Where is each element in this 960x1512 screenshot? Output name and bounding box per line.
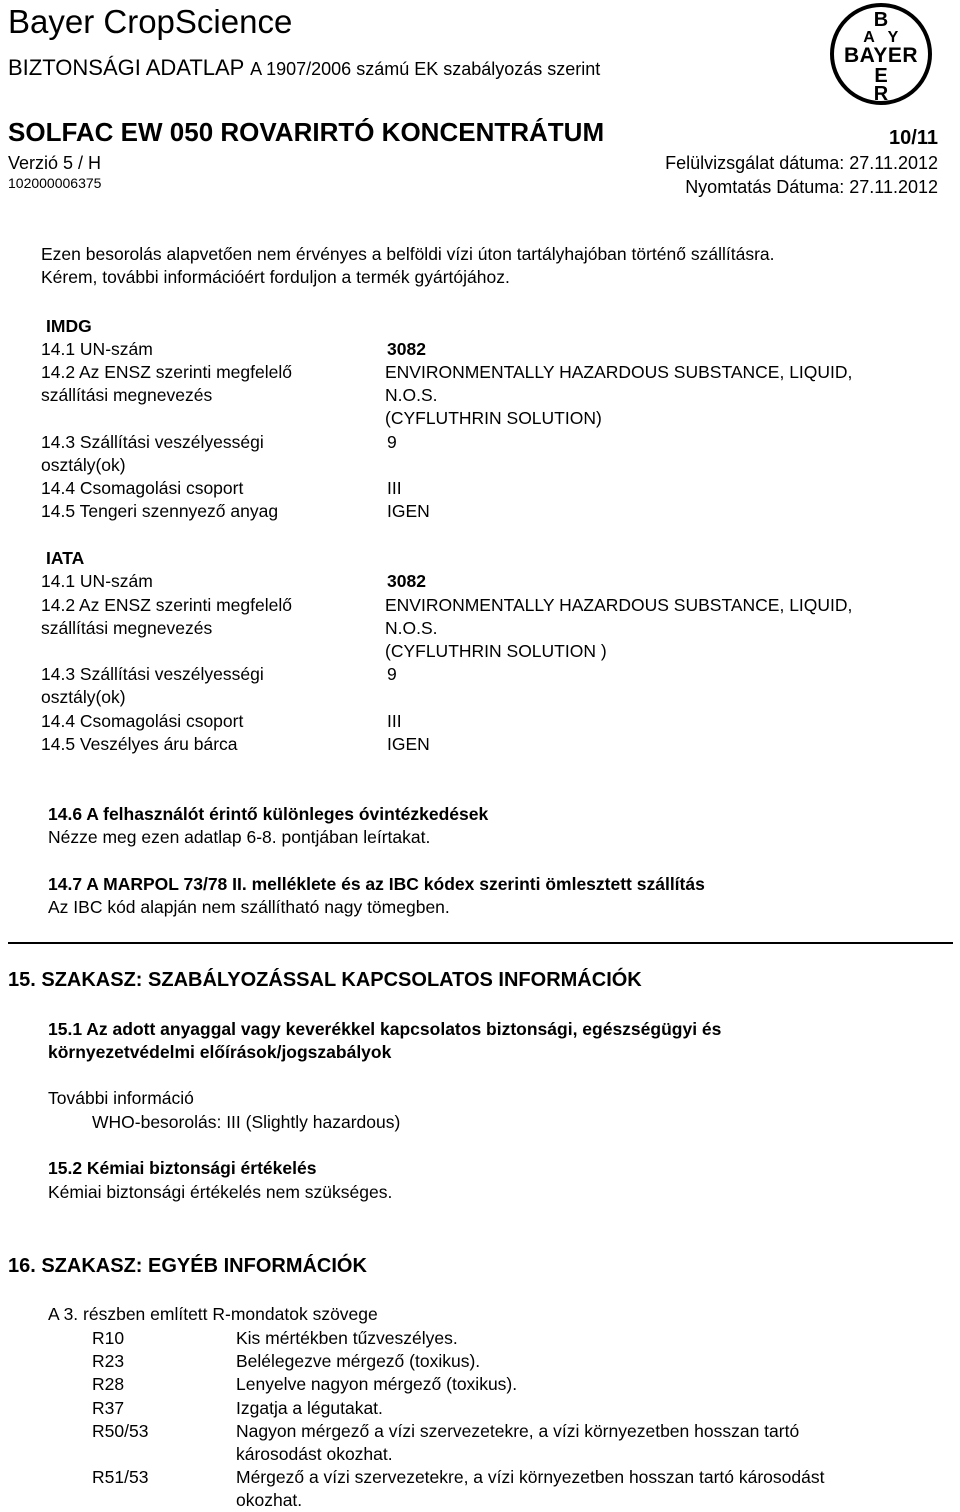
r-phrase-code: R51/53	[92, 1467, 149, 1487]
r-phrase-code: R50/53	[92, 1421, 149, 1441]
imdg-class-label-2: osztály(ok)	[41, 455, 126, 475]
document-type-label: BIZTONSÁGI ADATLAP	[8, 55, 244, 80]
imdg-un-label: 14.1 UN-szám	[41, 339, 153, 359]
imdg-title: IMDG	[46, 316, 92, 336]
iata-name-label-2: szállítási megnevezés	[41, 618, 213, 638]
print-date: Nyomtatás Dátuma: 27.11.2012	[685, 177, 938, 197]
r-phrase-code: R23	[92, 1351, 125, 1371]
r-phrase-text-continued: okozhat.	[236, 1490, 303, 1510]
imdg-marine-label: 14.5 Tengeri szennyező anyag	[41, 501, 279, 521]
imdg-name-label-1: 14.2 Az ENSZ szerinti megfelelő	[41, 362, 292, 382]
section-14-7-title: 14.7 A MARPOL 73/78 II. melléklete és az IBC kódex szerinti ömlesztett szállítás	[48, 874, 705, 894]
iata-title: IATA	[46, 548, 85, 568]
further-info-label: További információ	[48, 1088, 194, 1108]
imdg-class-label-1: 14.3 Szállítási veszélyességi	[41, 432, 264, 452]
iata-un-value: 3082	[387, 571, 426, 591]
imdg-pack-value: III	[387, 478, 402, 498]
r-phrase-code: R28	[92, 1374, 125, 1394]
page-number: 10/11	[889, 127, 938, 149]
section-15-1-title-2: környezetvédelmi előírások/jogszabályok	[48, 1042, 392, 1062]
product-name: SOLFAC EW 050 ROVARIRTÓ KONCENTRÁTUM	[8, 117, 605, 147]
iata-class-label-1: 14.3 Szállítási veszélyességi	[41, 664, 264, 684]
section-15-1-title-1: 15.1 Az adott anyaggal vagy keverékkel kapcsolatos biztonsági, egészségügyi és	[48, 1019, 722, 1039]
logo-letter-r: R	[873, 83, 889, 105]
iata-un-label: 14.1 UN-szám	[41, 571, 153, 591]
logo-letter-b: B	[873, 9, 889, 31]
r-phrase-text: Belélegezve mérgező (toxikus).	[236, 1351, 481, 1371]
section-14-6-title: 14.6 A felhasználót érintő különleges óvintézkedések	[48, 804, 489, 824]
intro-line-1: Ezen besorolás alapvetően nem érvényes a belföldi vízi úton tartályhajóban történő szállításra.	[41, 244, 775, 264]
iata-name-value-1: ENVIRONMENTALLY HAZARDOUS SUBSTANCE, LIQUID,	[385, 595, 853, 615]
logo-word-bayer: BAYER	[843, 44, 919, 67]
imdg-name-value-3: (CYFLUTHRIN SOLUTION)	[385, 408, 602, 428]
imdg-un-value: 3082	[387, 339, 426, 359]
r-phrase-code: R10	[92, 1328, 125, 1348]
iata-hazard-label-label: 14.5 Veszélyes áru bárca	[41, 734, 238, 754]
regulation-text: A 1907/2006 számú EK szabályozás szerint	[250, 59, 601, 79]
section-15-2-text: Kémiai biztonsági értékelés nem szükséges.	[48, 1182, 393, 1202]
r-phrase-text: Mérgező a vízi szervezetekre, a vízi környezetben hosszan tartó károsodást	[236, 1467, 825, 1487]
iata-hazard-label-value: IGEN	[387, 734, 430, 754]
imdg-marine-value: IGEN	[387, 501, 430, 521]
section-15-2-title: 15.2 Kémiai biztonsági értékelés	[48, 1158, 317, 1178]
svg-text:A: A	[863, 29, 875, 46]
bayer-cross-logo	[829, 2, 933, 106]
company-name: Bayer CropScience	[8, 3, 293, 40]
iata-name-value-3: (CYFLUTHRIN SOLUTION )	[385, 641, 607, 661]
iata-pack-label: 14.4 Csomagolási csoport	[41, 711, 244, 731]
r-phrase-text: Izgatja a légutakat.	[236, 1398, 383, 1418]
intro-line-2: Kérem, további információért forduljon a termék gyártójához.	[41, 267, 510, 287]
section-14-7-text: Az IBC kód alapján nem szállítható nagy tömegben.	[48, 897, 450, 917]
section-divider	[8, 942, 953, 944]
imdg-class-value: 9	[387, 432, 397, 452]
iata-pack-value: III	[387, 711, 402, 731]
imdg-name-value-2: N.O.S.	[385, 385, 438, 405]
version: Verzió 5 / H	[8, 153, 102, 173]
imdg-name-value-1: ENVIRONMENTALLY HAZARDOUS SUBSTANCE, LIQUID,	[385, 362, 853, 382]
r-phrase-text: Nagyon mérgező a vízi szervezetekre, a vízi környezetben hosszan tartó	[236, 1421, 800, 1441]
logo-letter-e: E	[874, 65, 888, 87]
iata-name-label-1: 14.2 Az ENSZ szerinti megfelelő	[41, 595, 292, 615]
section-16-title: 16. SZAKASZ: EGYÉB INFORMÁCIÓK	[8, 1255, 367, 1277]
iata-class-value: 9	[387, 664, 397, 684]
product-code: 102000006375	[8, 175, 102, 191]
who-classification: WHO-besorolás: III (Slightly hazardous)	[92, 1112, 401, 1132]
r-phrase-code: R37	[92, 1398, 125, 1418]
section-14-6-text: Nézze meg ezen adatlap 6-8. pontjában leírtakat.	[48, 827, 431, 847]
iata-name-value-2: N.O.S.	[385, 618, 438, 638]
document-type	[8, 55, 600, 82]
svg-text:Y: Y	[887, 29, 899, 46]
r-phrase-text: Kis mértékben tűzveszélyes.	[236, 1328, 458, 1348]
r-phrase-text-continued: károsodást okozhat.	[236, 1444, 393, 1464]
revision-date: Felülvizsgálat dátuma: 27.11.2012	[665, 153, 938, 173]
iata-class-label-2: osztály(ok)	[41, 687, 126, 707]
section-15-title: 15. SZAKASZ: SZABÁLYOZÁSSAL KAPCSOLATOS INFORMÁCIÓK	[8, 969, 642, 991]
imdg-pack-label: 14.4 Csomagolási csoport	[41, 478, 244, 498]
r-phrase-text: Lenyelve nagyon mérgező (toxikus).	[236, 1374, 518, 1394]
r-phrases-intro: A 3. részben említett R-mondatok szövege	[48, 1304, 378, 1324]
imdg-name-label-2: szállítási megnevezés	[41, 385, 213, 405]
